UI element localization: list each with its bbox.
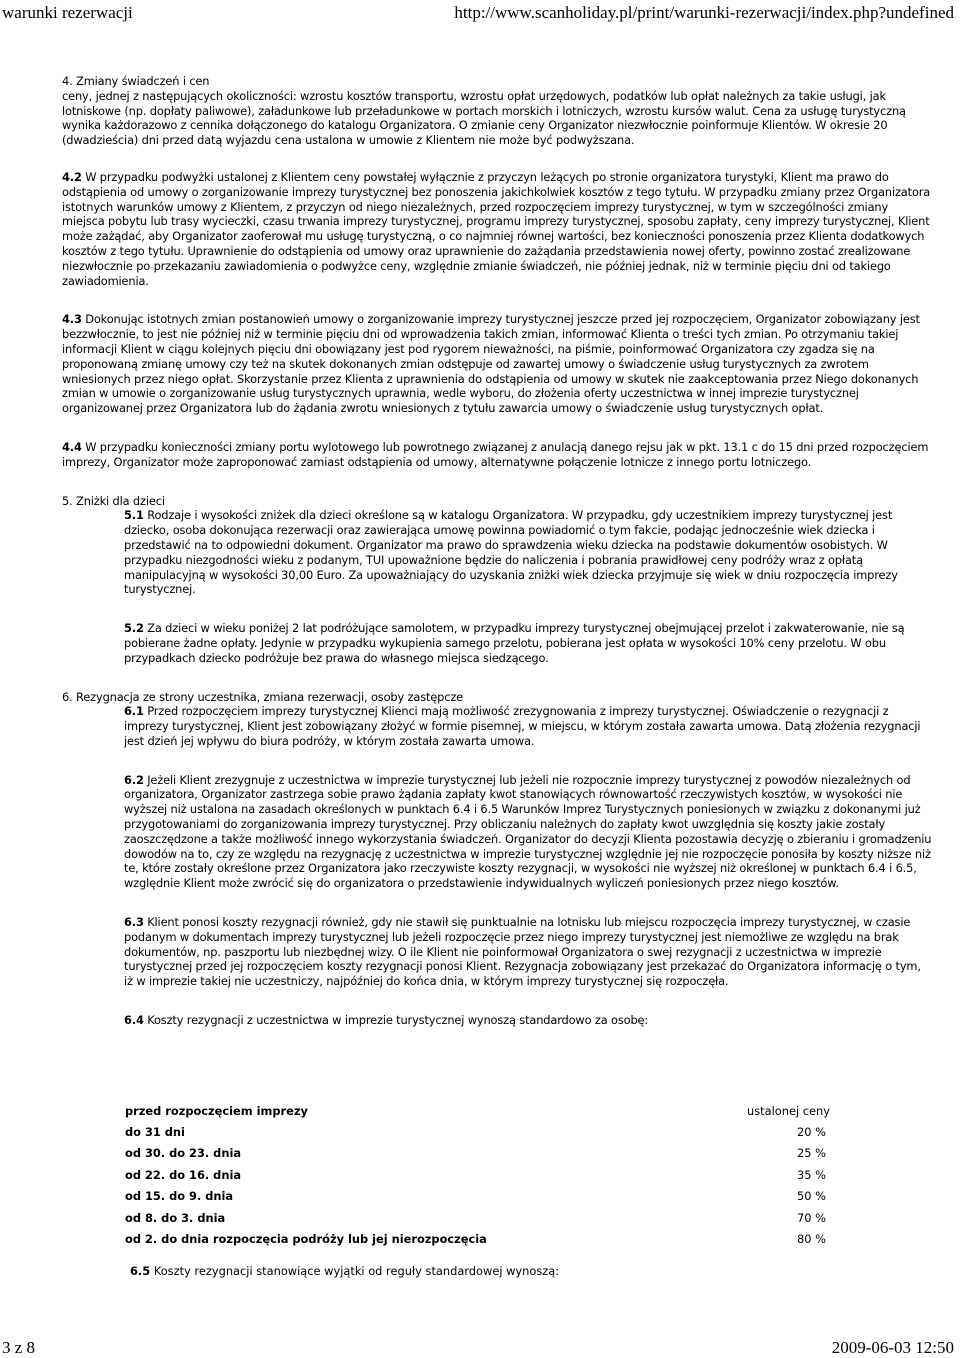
paragraph-text: Za dzieci w wieku poniżej 2 lat podróżujące samolotem, w przypadku imprezy turystycznej obejmującej przelot i zakwaterowanie, nie są pobierane żadne opłaty. Jedynie w przypadku wykupienia samego przelotu, pobierana jest opłata w wysokości 10% ceny przelotu. W obu przypadkach dziecko podróżuje bez prawa do własnego miejsca siedzącego.: [124, 621, 905, 665]
paragraph-text: Jeżeli Klient zrezygnuje z uczestnictwa w imprezie turystycznej lub jeżeli nie rozpocznie imprezy turystycznej z powodów niezależnych od organizatora, Organizator zastrzega sobie prawo żądania zapłaty kwot stanowiących równowartość rzeczywistych kosztów, w wysokości nie wyższej niż ustalona na zasadach określonych w punktach 6.4 i 6.5 Warunków Imprez Turystycznych poniesionych w związku z dokonanymi już przygotowaniami do zorganizowania imprezy turystycznej. Przy obliczaniu należnych do zapłaty kwot uwzględnia się koszty jakie zostały zaoszczędzone a także możliwość innego wykorzystania świadczeń. Organizator do decyzji Klienta pozostawia decyzję o zbieraniu i gromadzeniu dowodów na to, czy ze względu na rezygnację z uczestnictwa w imprezie turystycznej względnie jej nie rozpoczęcie ponosiła by koszty niższe niż te, które zostały określone przez Organizatora jako rzeczywiste koszty rezygnacji, w wysokości nie wyższej niż określonej w punktach 6.4 i 6.5, względnie Klient może zwrócić się do organizatora o przedstawienie indywidualnych wyliczeń poniesionych przez niego kosztów.: [124, 772, 932, 891]
paragraph-text: Klient ponosi koszty rezygnacji również, gdy nie stawił się punktualnie na lotnisku lub miejscu rozpoczęcia imprezy turystycznej, w czasie podanym w dokumentach imprezy turystycznej lub jeżeli rozpoczęcie przez niego imprezy turystycznej jest niemożliwe ze względu na brak dokumentów, np. paszportu lub niezbędnej wizy. O ile Klient nie poinformował Organizatora o swej rezygnacji z uczestnictwa w imprezie turystycznej przed jej rozpoczęciem koszty rezygnacji ponosi Klient. Rezygnacja zobowiązany jest przekazać do Organizatora informację o tym, iż w imprezie takiej nie uczestniczy, najpóźniej do końca dnia, w którym imprezy turystycznej się rozpoczęła.: [124, 915, 921, 989]
cancellation-cost-table: [125, 1100, 830, 1250]
table-cell-period: od 15. do 9. dnia: [125, 1189, 234, 1204]
paragraph-4-2: [62, 170, 932, 288]
paragraph-text: Dokonując istotnych zmian postanowień umowy o zorganizowanie imprezy turystycznej jeszcze przed jej rozpoczęciem, Organizator zobowiązany jest bezzwłocznie, to jest nie później niż w terminie pięciu dni od wprowadzenia takich zmian, informować Klienta o treści tych zmian. Po otrzymaniu takiej informacji Klient w ciągu kolejnych pięciu dni obowiązany jest pod rygorem nieważności, na piśmie, poinformować Organizatora czy zgadza się na proponowaną zmianę umowy czy też na skutek dokonanych zmian odstępuje od zawartej umowy o świadczenie usług turystycznych za zwrotem wniesionych przez niego opłat. Skorzystanie przez Klienta z uprawnienia do odstąpienia od umowy w skutek nie zaakceptowania przez Niego dokonanych zmian w umowie o zorganizowanie usług turystycznych uprawnia, wedle wyboru, do złożenia oferty uczestnictwa w innej imprezie turystycznej organizowanej przez Organizatora lub do żądania zwrotu wniesionych z tytułu zawarcia umowy o świadczenie usług turystycznych opłat.: [62, 312, 920, 416]
paragraph-4-4: [62, 440, 932, 470]
section-4-title: 4. Zmiany świadczeń i cen: [62, 74, 210, 88]
print-timestamp: 2009-06-03 12:50: [831, 1338, 954, 1357]
table-cell-percent: 70 %: [797, 1210, 826, 1225]
column-header-period: przed rozpoczęciem imprezy: [125, 1103, 308, 1118]
section-6-title: 6. Rezygnacja ze strony uczestnika, zmiana rezerwacji, osoby zastępcze: [62, 689, 464, 704]
table-cell-period: od 8. do 3. dnia: [125, 1210, 226, 1225]
table-row: [125, 1143, 830, 1164]
paragraph-number: 6.1: [124, 704, 144, 719]
table-row: [125, 1228, 830, 1249]
paragraph-5-1: [124, 508, 932, 597]
paragraph-text: W przypadku podwyżki ustalonej z Klientem ceny powstałej wyłącznie z przyczyn leżących po stronie organizatora turystyki, Klient ma prawo do odstąpienia od umowy o zorganizowanie imprezy turystycznej bez ponoszenia jakichkolwiek kosztów z tego tytułu. W przypadku zmiany przez Organizatora istotnych warunków umowy z Klientem, z przyczyn od niego niezależnych, przed rozpoczęciem imprezy turystycznej, w tym w szczególności zmiany miejsca pobytu lub trasy wycieczki, czasu trwania imprezy turystycznej, programu imprezy turystycznej, sposobu zapłaty, ceny imprezy turystycznej, Klient może zażądać, aby Organizator zaoferował mu usługę turystyczną, o co najmniej równej wartości, bez konieczności ponoszenia przez Klienta dodatkowych kosztów z tego tytułu. Uprawnienie do odstąpienia od umowy oraz uprawnienie do zażądania przedstawienia nowej oferty, powinno zostać zrealizowane niezwłocznie po przekazaniu zawiadomienia o podwyżce ceny, względnie zmianie świadczeń, nie później jednak, niż w terminie pięciu dni od takiego zawiadomienia.: [62, 169, 931, 288]
table-row: [125, 1121, 830, 1142]
table-cell-percent: 50 %: [797, 1189, 826, 1204]
document-body: [62, 74, 932, 1028]
table-cell-period: od 30. do 23. dnia: [125, 1146, 242, 1161]
table-cell-percent: 20 %: [797, 1125, 826, 1140]
print-header-url: http://www.scanholiday.pl/print/warunki-rezerwacji/index.php?undefined: [454, 3, 954, 22]
paragraph-6-3: [124, 915, 932, 989]
paragraph-text: Koszty rezygnacji stanowiące wyjątki od reguły standardowej wynoszą:: [153, 1264, 560, 1279]
paragraph-text: Przed rozpoczęciem imprezy turystycznej Klienci mają możliwość zrezygnowania z imprezy turystycznej. Oświadczenie o rezygnacji z imprezy turystycznej, Klient jest zobowiązany złożyć w formie pisemnej, w miejscu, w którym została zawarta umowa. Datą złożenia rezygnacji jest dzień jej wpływu do biura podróży, w którym została zawarta umowa.: [124, 704, 921, 748]
paragraph-6-4: [124, 1013, 932, 1028]
table-cell-period: od 2. do dnia rozpoczęcia podróży lub jej nierozpoczęcia: [125, 1232, 487, 1247]
paragraph-text: W przypadku konieczności zmiany portu wylotowego lub powrotnego związanej z anulacją danego rejsu jak w pkt. 13.1 c do 15 dni przed rozpoczęciem imprezy, Organizator może zaproponować zamiast odstąpienia od umowy, alternatywne połączenie lotnicze z innego portu lotniczego.: [62, 439, 929, 469]
table-header-row: [125, 1100, 830, 1121]
paragraph-text: Rodzaje i wysokości zniżek dla dzieci określone są w katalogu Organizatora. W przypadku, gdy uczestnikiem imprezy turystycznej jest dziecko, osoba dokonująca rezerwacji oraz zawierająca umowę powinna powiadomić o tym fakcie, podając jednocześnie wiek dziecka i przedstawić na to odpowiedni dokument. Organizator ma prawo do sprawdzenia wieku dziecka na podstawie dokumentów osobistych. W przypadku niezgodności wieku z podanym, TUI upoważnione będzie do naliczenia i pobrania prawidłowej ceny podróży wraz z opłatą manipulacyjną w wysokości 30,00 Euro. Za upoważniający do uzyskania zniżki wiek dziecka przyjmuje się wiek w dniu rozpoczęcia imprezy turystycznej.: [124, 508, 898, 597]
table-cell-period: od 22. do 16. dnia: [125, 1167, 242, 1182]
column-header-percent: ustalonej ceny: [747, 1103, 830, 1118]
table-row: [125, 1207, 830, 1228]
section-4: [62, 74, 932, 470]
paragraph-number: 5.1: [124, 508, 144, 523]
paragraph-number: 6.3: [124, 915, 144, 930]
table-cell-percent: 80 %: [797, 1232, 826, 1247]
paragraph-number: 6.4: [124, 1013, 144, 1028]
section-5: [62, 494, 932, 666]
table-row: [125, 1186, 830, 1207]
paragraph-4-1: ceny, jednej z następujących okoliczności: wzrostu kosztów transportu, wzrostu opłat urzędowych, podatków lub opłat należnych za takie usługi, jak lotniskowe (np. dopłaty paliwowe), załadunkowe lub przeładunkowe w portach morskich i lotniczych, wzrostu kursów walut. Cena za usługę turystyczną wynika każdorazowo z cennika dołączonego do katalogu Organizatora. O zmianie ceny Organizator niezwłocznie poinformuje Klientów. W okresie 20 (dwadzieścia) dni przed datą wyjazdu cena ustalona w umowie z Klientem nie może być podwyższana.: [62, 88, 906, 148]
table-cell-percent: 35 %: [797, 1167, 826, 1182]
page-counter: 3 z 8: [2, 1338, 36, 1357]
section-5-title: 5. Zniżki dla dzieci: [62, 493, 165, 508]
paragraph-number: 6.5: [130, 1264, 151, 1279]
table-cell-period: do 31 dni: [125, 1125, 185, 1140]
table-cell-percent: 25 %: [797, 1146, 826, 1161]
print-header-title: warunki rezerwacji: [2, 3, 133, 22]
paragraph-number: 6.2: [124, 772, 144, 787]
paragraph-5-2: [124, 621, 932, 665]
paragraph-number: 4.4: [62, 439, 82, 454]
table-row: [125, 1164, 830, 1185]
paragraph-6-2: [124, 773, 932, 891]
paragraph-number: 4.2: [62, 169, 82, 184]
paragraph-4-3: [62, 312, 932, 416]
paragraph-number: 5.2: [124, 621, 144, 636]
section-6: [62, 690, 932, 1028]
paragraph-6-1: [124, 704, 932, 748]
paragraph-text: Koszty rezygnacji z uczestnictwa w imprezie turystycznej wynoszą standardowo za osobę:: [147, 1013, 649, 1028]
paragraph-6-5: [130, 1264, 559, 1278]
paragraph-number: 4.3: [62, 312, 82, 327]
